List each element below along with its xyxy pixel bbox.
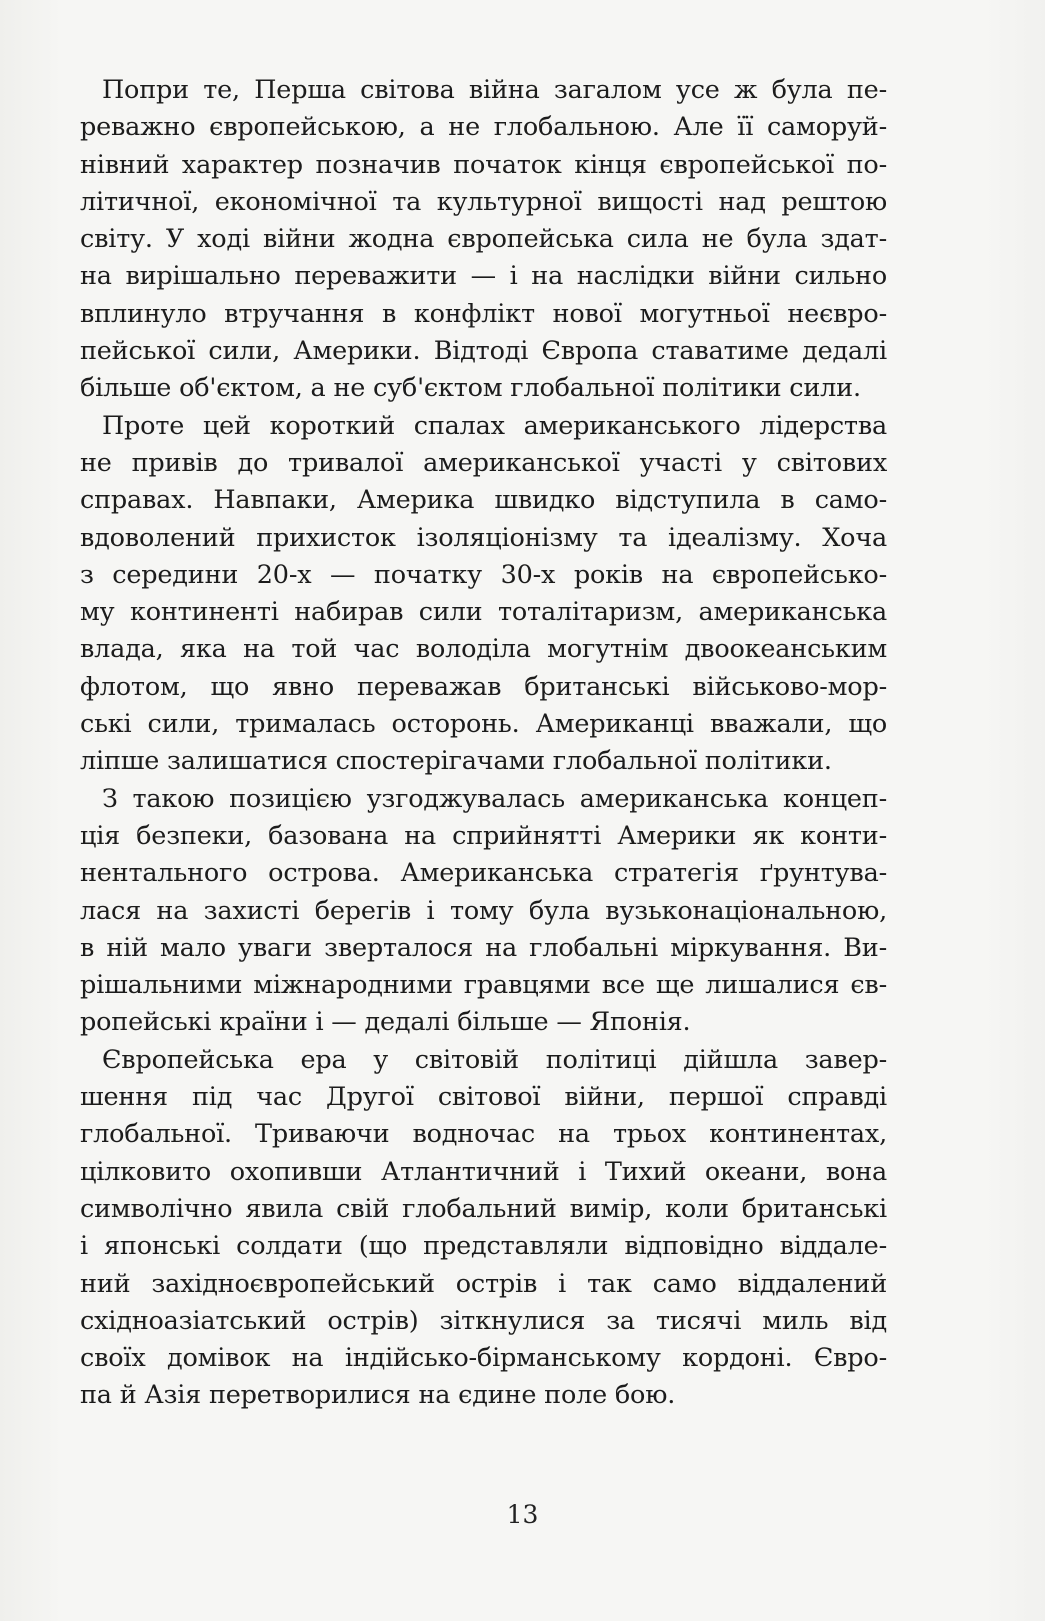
text-line: в ній мало уваги зверталося на глобальні міркування. Ви- [80, 932, 887, 963]
text-line: нівний характер позначив початок кінця європейської по- [80, 149, 887, 180]
text-line: ція безпеки, базована на сприйнятті Америки як конти- [80, 820, 887, 851]
text-line: справах. Навпаки, Америка швидко відступила в само- [80, 485, 887, 516]
text-line: ліпше залишатися спостерігачами глобальної політики. [80, 746, 832, 777]
text-line: більше об'єктом, а не суб'єктом глобальної політики сили. [80, 373, 861, 404]
text-line: флотом, що явно переважав британські військово-мор- [80, 671, 887, 702]
body-text [80, 72, 887, 1415]
text-line: вдоволений прихисток ізоляціонізму та ідеалізму. Хоча [80, 522, 887, 553]
text-line: східноазіатський острів) зіткнулися за тисячі миль від [80, 1305, 887, 1336]
text-line: Проте цей короткий спалах американського лідерства [102, 410, 887, 441]
text-line: цілковито охопивши Атлантичний і Тихий океани, вона [80, 1156, 887, 1187]
text-line: ські сили, трималась осторонь. Американці вважали, що [80, 709, 887, 740]
text-line: і японські солдати (що представляли відповідно віддале- [80, 1231, 887, 1262]
text-line: на вирішально переважити — і на наслідки війни сильно [80, 261, 887, 292]
text-line: ний західноєвропейський острів і так само віддалений [80, 1268, 887, 1299]
text-line: реважно європейською, а не глобальною. Але її саморуй- [80, 112, 887, 143]
text-line: пейської сили, Америки. Відтоді Європа ставатиме дедалі [80, 336, 887, 367]
text-line: З такою позицією узгоджувалась американська концеп- [102, 783, 887, 814]
text-line: лася на захисті берегів і тому була вузьконаціональною, [80, 895, 887, 926]
text-line: світу. У ході війни жодна європейська сила не була здат- [80, 224, 887, 255]
text-line: своїх домівок на індійсько-бірманському кордоні. Євро- [80, 1343, 887, 1374]
text-line: ропейські країни і — дедалі більше — Японія. [80, 1007, 691, 1038]
text-line: Попри те, Перша світова війна загалом усе ж була пе- [102, 75, 887, 105]
text-line: не привів до тривалої американської участі у світових [80, 447, 887, 478]
text-line: влада, яка на той час володіла могутнім двоокеанським [80, 634, 887, 665]
text-line: Європейська ера у світовій політиці дійшла завер- [102, 1044, 887, 1075]
text-line: шення під час Другої світової війни, першої справді [80, 1082, 887, 1113]
text-line: рішальними міжнародними гравцями все ще лишалися єв- [80, 970, 887, 1001]
text-line: нентального острова. Американська стратегія ґрунтува- [80, 858, 887, 889]
text-line: з середини 20-х — початку 30-х років на європейсько- [80, 559, 887, 590]
text-line: па й Азія перетворилися на єдине поле бою. [80, 1380, 676, 1411]
text-line: вплинуло втручання в конфлікт нової могутньої неєвро- [80, 298, 887, 329]
text-line: літичної, економічної та культурної вищості над рештою [80, 186, 887, 217]
page-number: 13 [506, 1500, 539, 1529]
text-line: глобальної. Триваючи водночас на трьох континентах, [80, 1119, 887, 1150]
text-line: символічно явила свій глобальний вимір, коли британські [80, 1193, 887, 1224]
text-line: му континенті набирав сили тоталітаризм, американська [80, 597, 887, 628]
